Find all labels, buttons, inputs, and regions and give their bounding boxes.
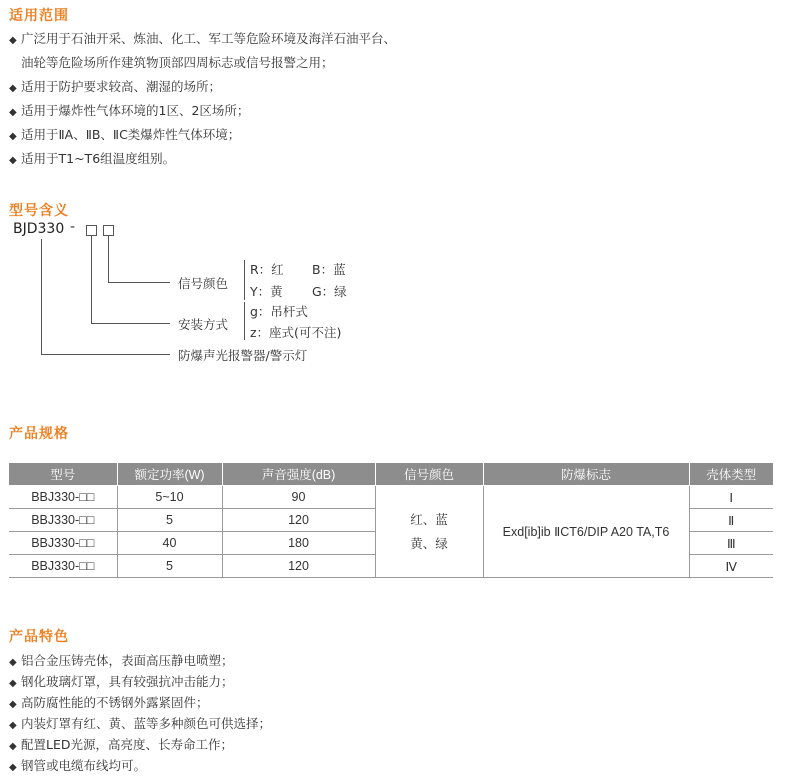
- list-item: ◆ 钢化玻璃灯罩，具有较强抗冲击能力；: [9, 671, 271, 692]
- model-code: BJD330: [13, 221, 65, 237]
- cell-power: 5: [117, 509, 222, 532]
- install-connector-vertical: [91, 236, 92, 324]
- product-connector-vertical: [41, 239, 42, 355]
- list-item: ◆ 钢管或电缆布线均可。: [9, 755, 271, 776]
- cell-sound: 120: [222, 509, 375, 532]
- signal-option-blue: B：蓝: [312, 262, 346, 277]
- signal-code-box: [103, 225, 114, 236]
- signal-connector-vertical: [108, 236, 109, 283]
- product-name-label: 防爆声光报警器/警示灯: [178, 348, 308, 363]
- table-header-row: [9, 463, 773, 486]
- header-signal-color: 信号颜色: [375, 463, 483, 486]
- spec-table: [9, 462, 773, 578]
- features-list: [9, 650, 271, 776]
- list-item: ◆ 铝合金压铸壳体，表面高压静电喷塑；: [9, 650, 271, 671]
- diamond-bullet-icon: ◆: [9, 35, 17, 46]
- install-connector-horizontal: [91, 323, 170, 324]
- header-power: 额定功率(W): [117, 463, 222, 486]
- signal-connector-horizontal: [108, 282, 170, 283]
- diamond-bullet-icon: ◆: [9, 741, 17, 752]
- signal-option-yellow: Y：黄: [250, 284, 283, 299]
- install-method-label: 安装方式: [178, 317, 229, 332]
- scope-heading: 适用范围: [9, 8, 69, 24]
- cell-shell: Ⅱ: [689, 509, 773, 532]
- model-diagram: [0, 215, 400, 365]
- list-item: ◆ 高防腐性能的不锈钢外露紧固件；: [9, 692, 271, 713]
- list-item: ◆ 配置LED光源，高亮度、长寿命工作；: [9, 734, 271, 755]
- list-item: ◆ 适用于防护要求较高、潮湿的场所；: [9, 75, 396, 99]
- diamond-bullet-icon: ◆: [9, 699, 17, 710]
- cell-shell: Ⅲ: [689, 532, 773, 555]
- install-option-pole: g：吊杆式: [250, 304, 308, 319]
- list-item: ◆ 适用于爆炸性气体环境的1区、2区场所；: [9, 99, 396, 123]
- cell-sound: 120: [222, 555, 375, 578]
- cell-sound: 90: [222, 486, 375, 509]
- model-dash: -: [70, 219, 76, 235]
- model-heading: 型号含义: [9, 203, 69, 219]
- cell-model: BBJ330-□□: [9, 486, 117, 509]
- signal-option-green: G：绿: [312, 284, 347, 299]
- cell-power: 5: [117, 555, 222, 578]
- header-model: 型号: [9, 463, 117, 486]
- scope-list: [9, 27, 396, 171]
- features-heading: 产品特色: [9, 629, 69, 645]
- cell-sound: 180: [222, 532, 375, 555]
- cell-model: BBJ330-□□: [9, 555, 117, 578]
- cell-shell: Ⅳ: [689, 555, 773, 578]
- signal-bracket: [244, 260, 245, 300]
- signal-option-red: R：红: [250, 262, 284, 277]
- cell-model: BBJ330-□□: [9, 532, 117, 555]
- signal-color-label: 信号颜色: [178, 276, 229, 291]
- diamond-bullet-icon: ◆: [9, 720, 17, 731]
- product-connector-horizontal: [41, 354, 170, 355]
- cell-power: 5~10: [117, 486, 222, 509]
- list-item: ◆ 适用于ⅡA、ⅡB、ⅡC类爆炸性气体环境；: [9, 123, 396, 147]
- diamond-bullet-icon: ◆: [9, 762, 17, 773]
- header-explosion-mark: 防爆标志: [483, 463, 689, 486]
- table-row: [9, 486, 773, 509]
- diamond-bullet-icon: ◆: [9, 131, 17, 142]
- list-item: ◆ 适用于T1~T6组温度组别。: [9, 147, 396, 171]
- list-item: ◆ 广泛用于石油开采、炼油、化工、军工等危险环境及海洋石油平台、: [9, 27, 396, 51]
- install-code-box: [86, 225, 97, 236]
- spec-heading: 产品规格: [9, 426, 69, 442]
- header-shell-type: 壳体类型: [689, 463, 773, 486]
- list-item: 油轮等危险场所作建筑物顶部四周标志或信号报警之用；: [21, 55, 334, 70]
- install-option-base: z：座式(可不注): [250, 325, 342, 340]
- header-sound: 声音强度(dB): [222, 463, 375, 486]
- cell-signal-color: 红、蓝 黄、绿: [375, 486, 483, 578]
- diamond-bullet-icon: ◆: [9, 155, 17, 166]
- cell-model: BBJ330-□□: [9, 509, 117, 532]
- diamond-bullet-icon: ◆: [9, 678, 17, 689]
- list-item: ◆ 内装灯罩有红、黄、蓝等多种颜色可供选择；: [9, 713, 271, 734]
- cell-shell: Ⅰ: [689, 486, 773, 509]
- install-bracket: [244, 302, 245, 340]
- diamond-bullet-icon: ◆: [9, 657, 17, 668]
- diamond-bullet-icon: ◆: [9, 107, 17, 118]
- cell-explosion-mark: Exd[ib]ib ⅡCT6/DIP A20 TA,T6: [483, 486, 689, 578]
- cell-power: 40: [117, 532, 222, 555]
- diamond-bullet-icon: ◆: [9, 83, 17, 94]
